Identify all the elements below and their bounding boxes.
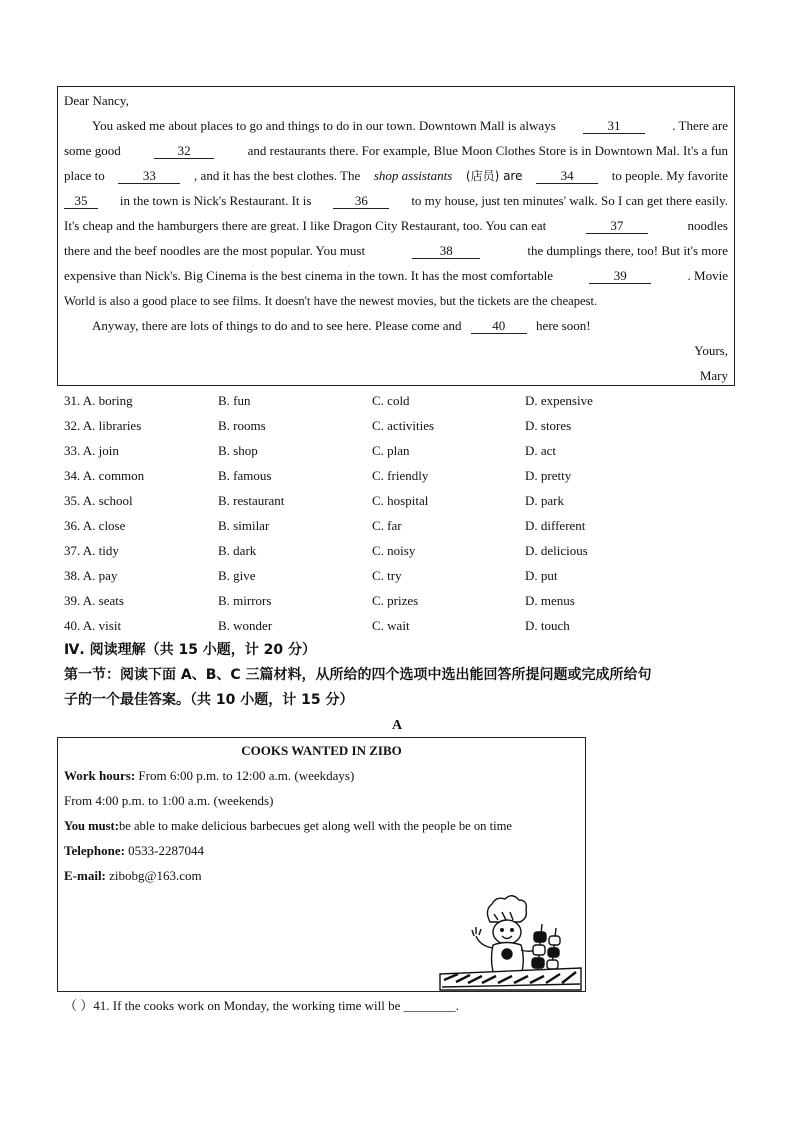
section-instruction-line-2: 子的一个最佳答案。（共 10 小题，计 15 分） — [64, 692, 354, 708]
option-row — [64, 543, 744, 559]
option-choice: B. give — [218, 568, 256, 583]
option-choice: C. friendly — [372, 468, 429, 483]
section-instruction-line-1: 第一节：阅读下面 A、B、C 三篇材料，从所给的四个选项中选出能回答所提问题或完成所给句 — [64, 667, 652, 683]
blank-35: 35 — [64, 193, 98, 209]
blank-37: 37 — [586, 218, 648, 234]
blank-36: 36 — [333, 193, 389, 209]
option-choice: B. restaurant — [218, 493, 285, 508]
option-choice: C. try — [372, 568, 402, 583]
ad-telephone: Telephone: 0533-2287044 — [64, 843, 205, 858]
option-row — [64, 518, 744, 534]
option-row — [64, 418, 744, 434]
letter-line-6: there and the beef noodles are the most popular. You must 38 the dumplings there, too! But it's more — [64, 243, 728, 258]
option-choice: 38. A. pay — [64, 568, 118, 583]
option-choice: B. dark — [218, 543, 257, 558]
option-choice: 35. A. school — [64, 493, 133, 508]
option-choice: D. pretty — [525, 468, 572, 483]
blank-39: 39 — [589, 268, 651, 284]
letter-line-3: place to 33 , and it has the best clothes. The shop assistants (店员) are 34 to people. My favorite — [64, 168, 728, 183]
cook-illustration — [438, 888, 583, 991]
letter-line-8: World is also a good place to see films. It doesn't have the newest movies, but the tickets are the cheapest. — [64, 294, 598, 308]
option-choice: B. similar — [218, 518, 270, 533]
option-choice: 32. A. libraries — [64, 418, 142, 433]
letter-closing: Yours, — [694, 343, 728, 358]
option-choice: C. far — [372, 518, 402, 533]
option-choice: B. mirrors — [218, 593, 272, 608]
passage-label: A — [392, 718, 403, 733]
blank-33: 33 — [118, 168, 180, 184]
ad-weekends: From 4:00 p.m. to 1:00 a.m. (weekends) — [64, 793, 274, 808]
option-row — [64, 443, 744, 459]
option-choice: C. noisy — [372, 543, 416, 558]
option-choice: 37. A. tidy — [64, 543, 119, 558]
option-row — [64, 393, 744, 409]
section-heading: Ⅳ. 阅读理解（共 15 小题，计 20 分） — [64, 642, 317, 658]
cloze-letter-box — [57, 86, 735, 386]
option-choice: 36. A. close — [64, 518, 126, 533]
option-row — [64, 618, 744, 634]
letter-signature: Mary — [699, 368, 728, 383]
ad-title: COOKS WANTED IN ZIBO — [241, 743, 402, 758]
option-row — [64, 468, 744, 484]
option-choice: C. plan — [372, 443, 410, 458]
question-41: （ ）41. If the cooks work on Monday, the working time will be ________. — [64, 998, 459, 1013]
option-choice: B. rooms — [218, 418, 266, 433]
job-ad-box — [57, 737, 586, 992]
option-row — [64, 568, 744, 584]
option-choice: B. fun — [218, 393, 251, 408]
option-choice: D. expensive — [525, 393, 593, 408]
ad-work-hours: Work hours: From 6:00 p.m. to 12:00 a.m. (weekdays) — [64, 768, 355, 783]
blank-40: 40 — [471, 318, 527, 334]
letter-line-7: expensive than Nick's. Big Cinema is the best cinema in the town. It has the most comfortable 39 . Movie — [64, 268, 728, 283]
option-choice: C. prizes — [372, 593, 419, 608]
option-row — [64, 493, 744, 509]
option-choice: 34. A. common — [64, 468, 145, 483]
option-choice: D. park — [525, 493, 564, 508]
letter-paragraph-2: Anyway, there are lots of things to do and to see here. Please come and 40 here soon! — [92, 318, 591, 333]
ad-requirements: You must:be able to make delicious barbecues get along well with the people be on time — [64, 819, 513, 833]
letter-line-4: 35 in the town is Nick's Restaurant. It is 36 to my house, just ten minutes' walk. So I can get there easily. — [64, 193, 728, 209]
option-choice: D. stores — [525, 418, 572, 433]
option-choice: 33. A. join — [64, 443, 119, 458]
option-choice: B. famous — [218, 468, 272, 483]
option-choice: C. wait — [372, 618, 410, 633]
letter-greeting: Dear Nancy, — [64, 93, 129, 108]
option-choice: 31. A. boring — [64, 393, 133, 408]
option-row — [64, 593, 744, 609]
option-choice: D. touch — [525, 618, 570, 633]
letter-line-2: some good 32 and restaurants there. For example, Blue Moon Clothes Store is in Downtown Mal. It's a fun — [64, 143, 728, 158]
option-choice: D. menus — [525, 593, 575, 608]
option-choice: 40. A. visit — [64, 618, 122, 633]
option-choice: D. delicious — [525, 543, 588, 558]
letter-line-5: It's cheap and the hamburgers there are great. I like Dragon City Restaurant, too. You can eat 37 noodles — [64, 218, 728, 233]
option-choice: D. act — [525, 443, 557, 458]
blank-32: 32 — [154, 143, 214, 159]
option-choice: C. hospital — [372, 493, 429, 508]
letter-line-1: You asked me about places to go and things to do in our town. Downtown Mall is always 31 . There are — [92, 118, 728, 133]
option-choice: C. activities — [372, 418, 435, 433]
option-choice: C. cold — [372, 393, 410, 408]
blank-31: 31 — [583, 118, 645, 134]
option-choice: B. shop — [218, 443, 258, 458]
option-choice: B. wonder — [218, 618, 273, 633]
option-choice: D. different — [525, 518, 586, 533]
option-choice: 39. A. seats — [64, 593, 124, 608]
blank-38: 38 — [412, 243, 480, 259]
ad-email: E-mail: zibobg@163.com — [64, 868, 202, 883]
blank-34: 34 — [536, 168, 598, 184]
option-choice: D. put — [525, 568, 558, 583]
